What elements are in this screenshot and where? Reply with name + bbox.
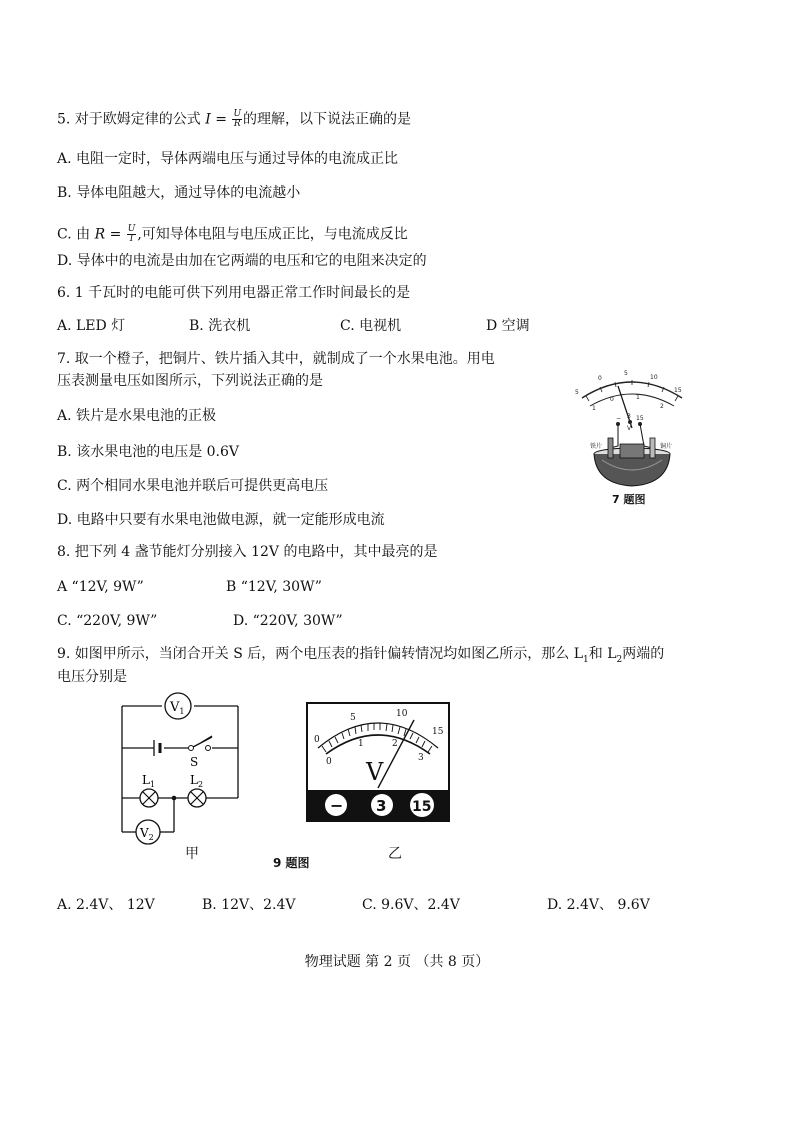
q7-option-a: A. 铁片是水果电池的正极 [57,408,217,424]
q9-scale-top-0: 0 [314,735,320,745]
q7-figure-caption: 7 题图 [612,493,646,506]
q7-scale-bottom-3: 2 [660,403,664,410]
q7-scale-bottom-2: 1 [636,394,640,401]
q9-terminal-minus: − [330,796,344,815]
q9-v1-symbol: $V_1$ [170,700,185,716]
q5-formula-fraction: $\frac{U}{R}$ [233,109,242,129]
q8-option-d: D. “220V, 30W” [233,613,343,629]
q7-scale-bottom-0: 1 [592,405,596,412]
q7-option-c: C. 两个相同水果电池并联后可提供更高电压 [57,478,329,494]
q9-switch-label: S [190,755,199,769]
q9-terminal-3: 3 [376,797,387,815]
q5-option-c: C. 由 R = $\frac{U}{I}$ ,可知导体电阻与电压成正比，与电流成反比 [57,224,408,244]
page-footer: 物理试题 第 2 页 （共 8 页） [304,954,490,970]
q7-figure-fruit-battery [570,368,695,496]
q9-figure-caption: 9 题图 [273,856,310,870]
q9-option-d: D. 2.4V、 9.6V [547,897,650,913]
q9-option-b: B. 12V、2.4V [202,897,296,913]
q5-stem: 5. 对于欧姆定律的公式 I = $\frac{U}{R}$ 的理解，以下说法正确的是 [57,109,412,129]
q7-stem-2: 压表测量电压如图所示，下列说法正确的是 [57,373,323,389]
q9-scale-bottom-2: 2 [392,739,398,749]
q8-option-b: B “12V, 30W” [226,579,322,595]
q7-scale-top-2: 5 [624,370,628,377]
q7-terminal-3: 3 [627,413,631,420]
q9-circuit-diagram [112,690,248,848]
q9-scale-top-1: 5 [350,713,356,723]
q7-meter-symbol: V [627,425,632,432]
q5-c-fraction: $\frac{U}{I}$ [127,224,136,244]
q7-stem-1: 7. 取一个橙子，把铜片、铁片插入其中，就制成了一个水果电池。用电 [57,351,495,367]
q7-terminal-minus: − [616,415,622,422]
q7-right-plate-label: 铜片 [660,443,673,450]
q9-meter-symbol: V [366,758,384,786]
q9-scale-top-2: 10 [396,709,408,719]
q9-l1-label: $L_1$ [142,773,156,789]
q9-stem-2: 电压分别是 [57,669,127,685]
q8-option-a: A “12V, 9W” [57,579,144,595]
q8-stem: 8. 把下列 4 盏节能灯分别接入 12V 的电路中，其中最亮的是 [57,544,438,560]
q7-left-plate-label: 铁片 [590,443,603,450]
q7-scale-top-0: 5 [575,389,579,396]
q6-stem: 6. 1 千瓦时的电能可供下列用电器正常工作时间最长的是 [57,285,411,301]
q9-voltmeter-dial [306,702,450,822]
q7-option-d: D. 电路中只要有水果电池做电源，就一定能形成电流 [57,512,385,528]
q9-label-jia: 甲 [185,846,199,862]
q9-option-a: A. 2.4V、 12V [57,897,155,913]
q5-option-a: A. 电阻一定时，导体两端电压与通过导体的电流成正比 [57,151,399,167]
q9-l2-label: $L_2$ [190,773,204,789]
q9-scale-bottom-1: 1 [358,739,364,749]
q9-label-yi: 乙 [388,846,402,862]
q9-terminal-15: 15 [412,799,432,815]
q9-v2-symbol: $V_2$ [140,826,154,842]
q7-scale-top-3: 10 [650,374,658,381]
q9-scale-bottom-0: 0 [326,757,332,767]
q9-lamp-l2 [188,789,206,807]
q9-stem-1: 9. 如图甲所示，当闭合开关 S 后，两个电压表的指针偏转情况均如图乙所示，那么 $L_1$和 $L_2$两端的 [57,646,665,665]
q7-scale-top-4: 15 [674,387,682,394]
q7-terminal-15: 15 [636,415,644,422]
q9-scale-bottom-3: 3 [418,753,424,763]
q5-option-d: D. 导体中的电流是由加在它两端的电压和它的电阻来决定的 [57,253,427,269]
q7-scale-top-1: 0 [598,375,602,382]
q6-option-c: C. 电视机 [340,318,402,334]
q6-option-a: A. LED 灯 [57,318,126,334]
q6-option-d: D 空调 [486,318,530,334]
q8-option-c: C. “220V, 9W” [57,613,158,629]
q9-scale-top-3: 15 [432,727,444,737]
q9-lamp-l1 [140,789,158,807]
q9-option-c: C. 9.6V、2.4V [362,897,460,913]
q7-scale-bottom-1: 0 [610,396,614,403]
q5-option-b: B. 导体电阻越大，通过导体的电流越小 [57,185,301,201]
q7-option-b: B. 该水果电池的电压是 0.6V [57,444,240,460]
q6-option-b: B. 洗衣机 [189,318,251,334]
